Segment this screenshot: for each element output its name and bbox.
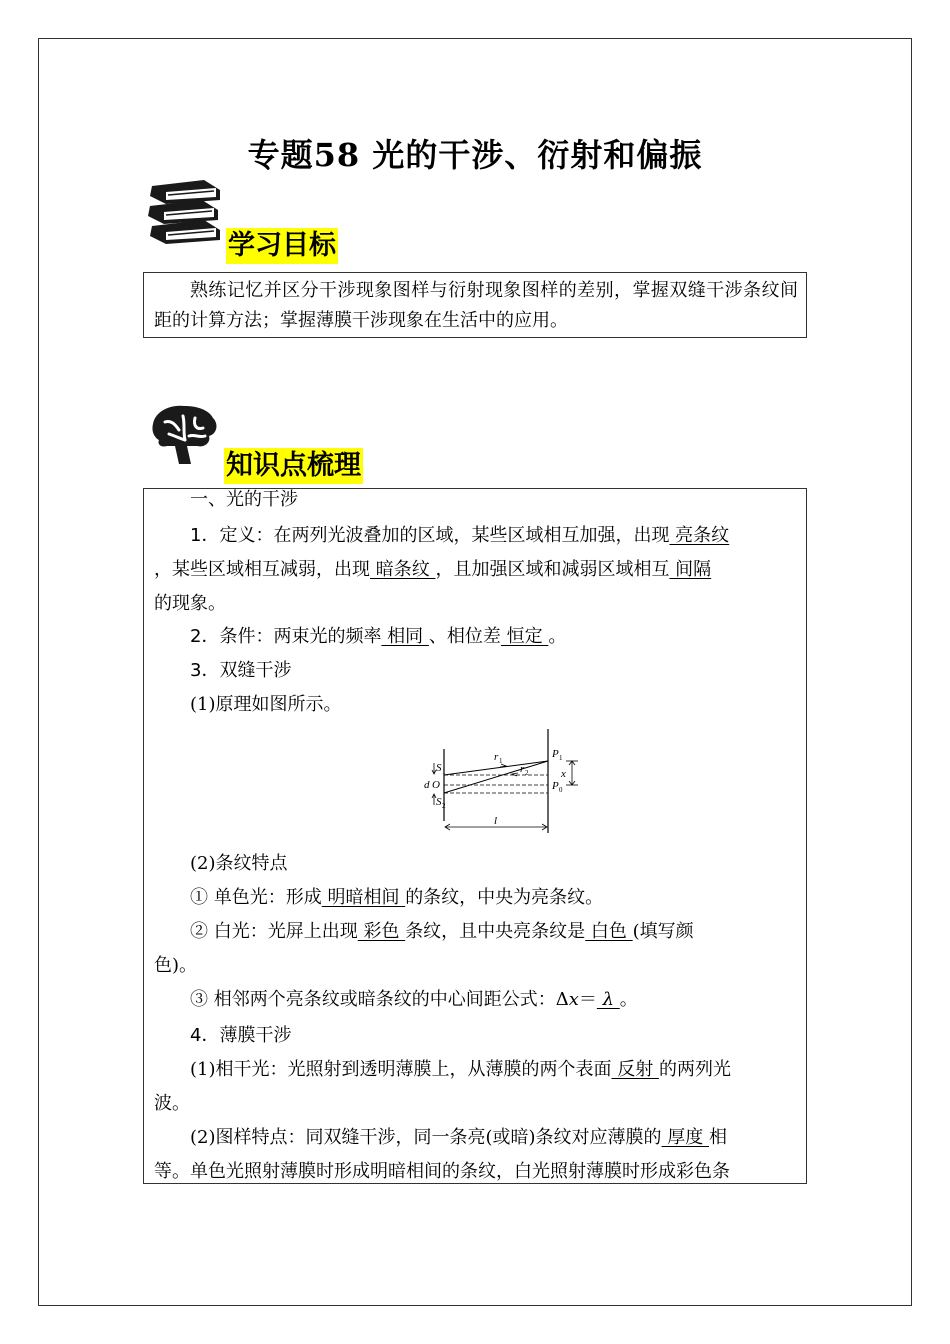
goals-heading: 学习目标 <box>226 228 338 264</box>
goals-box <box>143 272 807 338</box>
condition-label: 条件： <box>219 626 274 647</box>
svg-text:1: 1 <box>499 757 503 765</box>
svg-text:d: d <box>424 779 430 791</box>
definition-label: 定义： <box>219 525 274 546</box>
answer-blank: 暗条纹 <box>370 559 436 580</box>
knowledge-heading: 知识点梳理 <box>224 448 363 484</box>
definition-line-2: ，某些区域相互减弱，出现 暗条纹 ，且加强区域和减弱区域相互 间隔 <box>154 559 712 580</box>
svg-text:0: 0 <box>559 786 563 794</box>
brain-icon <box>149 404 221 466</box>
svg-text:1: 1 <box>559 754 563 762</box>
principle-line: (1)原理如图所示。 <box>190 694 342 715</box>
answer-blank: 明暗相间 <box>321 887 406 908</box>
double-slit-diagram <box>422 727 592 839</box>
svg-text:1: 1 <box>442 768 446 776</box>
definition-line-3: 的现象。 <box>154 593 226 614</box>
answer-blank: 亮条纹 <box>669 525 730 546</box>
feature-spacing-formula: ③ 相邻两个亮条纹或暗条纹的中心间距公式：Δx＝ λ 。 <box>190 989 638 1010</box>
svg-text:P: P <box>552 748 559 760</box>
svg-text:2: 2 <box>442 802 446 810</box>
page-title: 专题58 光的干涉、衍射和偏振 <box>247 136 703 174</box>
answer-blank: λ <box>596 989 620 1010</box>
goals-text: 熟练记忆并区分干涉现象图样与衍射现象图样的差别，掌握双缝干涉条纹间距的计算方法；掌握薄膜干涉现象在生活中的应用。 <box>154 280 798 331</box>
svg-text:P: P <box>552 780 559 792</box>
answer-blank: 白色 <box>585 921 633 942</box>
features-heading: (2)条纹特点 <box>190 853 288 874</box>
feature-white-light-2: 色)。 <box>154 955 198 976</box>
feature-monochrome: ① 单色光：形成 明暗相间 的条纹，中央为亮条纹。 <box>190 887 604 908</box>
answer-blank: 间隔 <box>669 559 712 580</box>
coherent-light-line-1: (1)相干光：光照射到透明薄膜上，从薄膜的两个表面 反射 的两列光 <box>190 1059 731 1080</box>
svg-text:x: x <box>561 768 566 780</box>
section-heading: 一、光的干涉 <box>190 489 298 510</box>
svg-text:r: r <box>520 763 525 775</box>
answer-blank: 恒定 <box>500 626 549 647</box>
books-icon <box>146 180 222 250</box>
pattern-line-2: 等。单色光照射薄膜时形成明暗相间的条纹，白光照射薄膜时形成彩色条 <box>154 1161 730 1182</box>
thin-film-heading: 4．薄膜干涉 <box>190 1025 292 1046</box>
svg-text:2: 2 <box>525 769 529 777</box>
answer-blank: 彩色 <box>357 921 406 942</box>
svg-text:S: S <box>436 796 442 808</box>
double-slit-heading: 3．双缝干涉 <box>190 660 292 681</box>
answer-blank: 反射 <box>611 1059 659 1080</box>
answer-blank: 相同 <box>381 626 429 647</box>
answer-blank: 厚度 <box>661 1127 709 1148</box>
pattern-line-1: (2)图样特点：同双缝干涉，同一条亮(或暗)条纹对应薄膜的 厚度 相 <box>190 1127 727 1148</box>
svg-text:r: r <box>494 751 499 763</box>
svg-text:O: O <box>432 779 440 791</box>
feature-white-light-1: ② 白光：光屏上出现 彩色 条纹，且中央亮条纹是 白色 (填写颜 <box>190 921 694 942</box>
condition-line: 2．条件：两束光的频率 相同 、相位差 恒定 。 <box>190 626 567 647</box>
definition-line-1: 1．定义：在两列光波叠加的区域，某些区域相互加强，出现 亮条纹 <box>190 525 730 546</box>
svg-text:l: l <box>494 815 498 827</box>
knowledge-box <box>143 488 807 1184</box>
svg-text:S: S <box>436 762 442 774</box>
coherent-light-line-2: 波。 <box>154 1093 190 1114</box>
